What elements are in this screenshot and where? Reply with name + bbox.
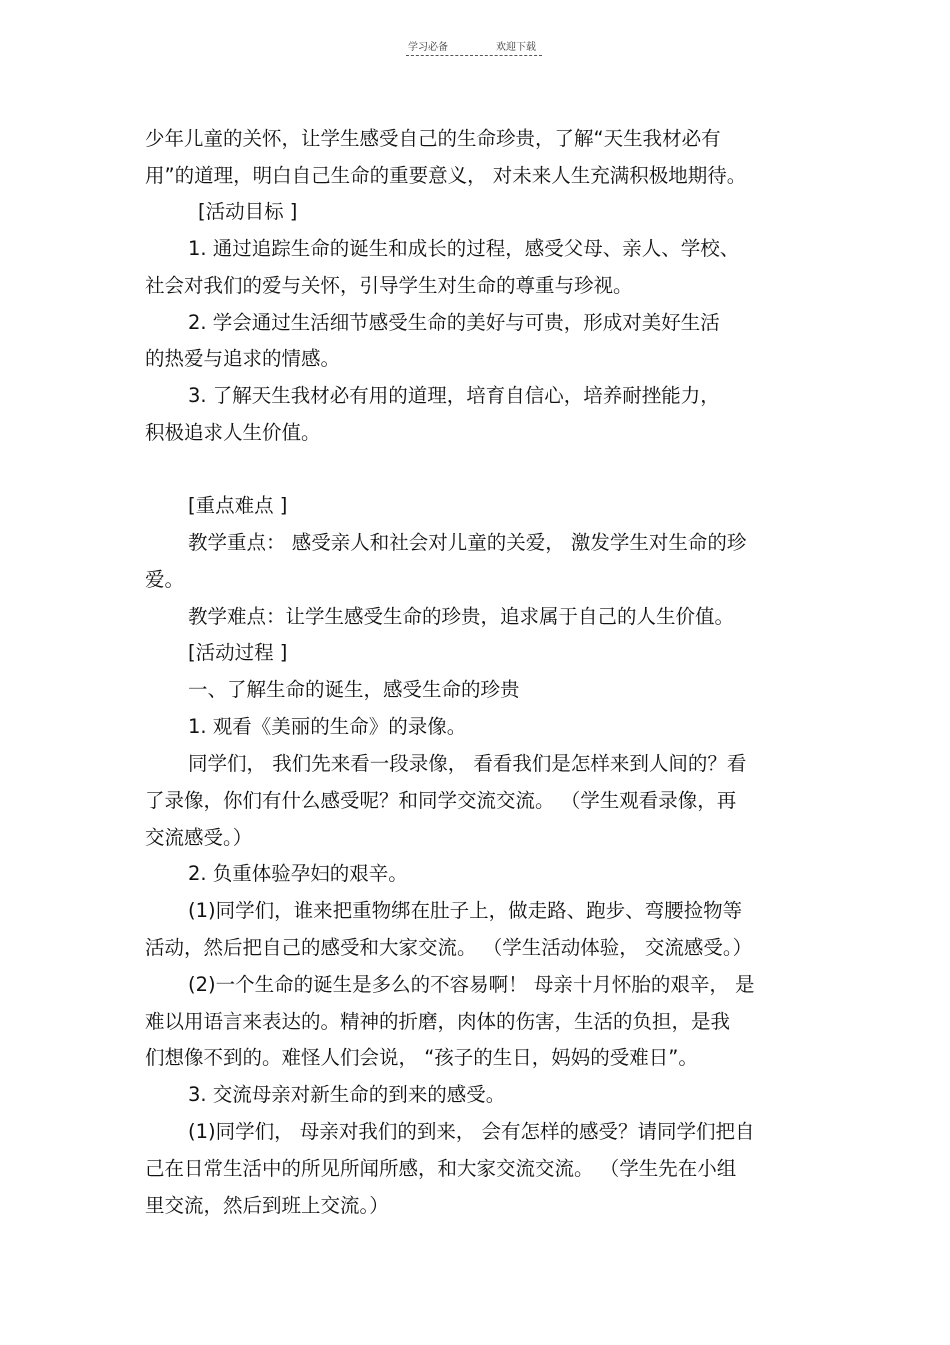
text-line: 社会对我们的爱与关怀，引导学生对生命的尊重与珍视。 xyxy=(145,274,633,297)
text-line: 1. 通过追踪生命的诞生和成长的过程，感受父母、亲人、学校、 xyxy=(188,237,740,260)
text-line: 交流感受。） xyxy=(145,826,253,849)
text-line: 的热爱与追求的情感。 xyxy=(145,347,341,370)
text-line: 2. 学会通过生活细节感受生命的美好与可贵，形成对美好生活 xyxy=(188,311,720,334)
text-line: 爱。 xyxy=(145,568,185,591)
text-line: 难以用语言来表达的。精神的折磨，肉体的伤害，生活的负担，是我 xyxy=(145,1010,731,1033)
text-line: 少年儿童的关怀，让学生感受自己的生命珍贵，了解“天生我材必有 xyxy=(145,127,721,150)
text-line: 用”的道理，明白自己生命的重要意义， 对未来人生充满积极地期待。 xyxy=(145,164,747,187)
header-right-text: 欢迎下载 xyxy=(496,42,536,53)
text-line: (1)同学们，谁来把重物绑在肚子上，做走路、跑步、弯腰捡物等 xyxy=(188,899,743,922)
text-line: 活动，然后把自己的感受和大家交流。 （学生活动体验， 交流感受。） xyxy=(145,936,753,959)
text-line: 3. 交流母亲对新生命的到来的感受。 xyxy=(188,1083,506,1106)
text-line: (2)一个生命的诞生是多么的不容易啊！ 母亲十月怀胎的艰辛， 是 xyxy=(188,973,755,996)
section-heading: [活动过程 ] xyxy=(188,641,288,664)
header-left-text: 学习必备 xyxy=(408,42,448,53)
page-header xyxy=(406,38,542,58)
text-line: 同学们， 我们先来看一段录像， 看看我们是怎样来到人间的？看 xyxy=(188,752,747,775)
text-line: 们想像不到的。难怪人们会说， “孩子的生日，妈妈的受难日”。 xyxy=(145,1046,698,1069)
text-line: 己在日常生活中的所见所闻所感，和大家交流交流。 （学生先在小组 xyxy=(145,1157,737,1180)
text-line: 2. 负重体验孕妇的艰辛。 xyxy=(188,862,408,885)
text-line: 3. 了解天生我材必有用的道理，培育自信心，培养耐挫能力， xyxy=(188,384,720,407)
section-heading: [活动目标 ] xyxy=(198,200,298,223)
text-line: (1)同学们， 母亲对我们的到来， 会有怎样的感受？请同学们把自 xyxy=(188,1120,755,1143)
text-line: 教学重点： 感受亲人和社会对儿童的关爱， 激发学生对生命的珍 xyxy=(188,531,747,554)
text-line: 一、了解生命的诞生，感受生命的珍贵 xyxy=(188,678,520,701)
header-divider xyxy=(406,55,542,56)
text-line: 积极追求人生价值。 xyxy=(145,421,321,444)
text-line: 教学难点：让学生感受生命的珍贵，追求属于自己的人生价值。 xyxy=(188,605,735,628)
text-line: 里交流，然后到班上交流。） xyxy=(145,1194,389,1217)
section-heading: [重点难点 ] xyxy=(188,494,288,517)
text-line: 了录像，你们有什么感受呢？和同学交流交流。 （学生观看录像，再 xyxy=(145,789,737,812)
text-line: 1. 观看《美丽的生命》的录像。 xyxy=(188,715,467,738)
